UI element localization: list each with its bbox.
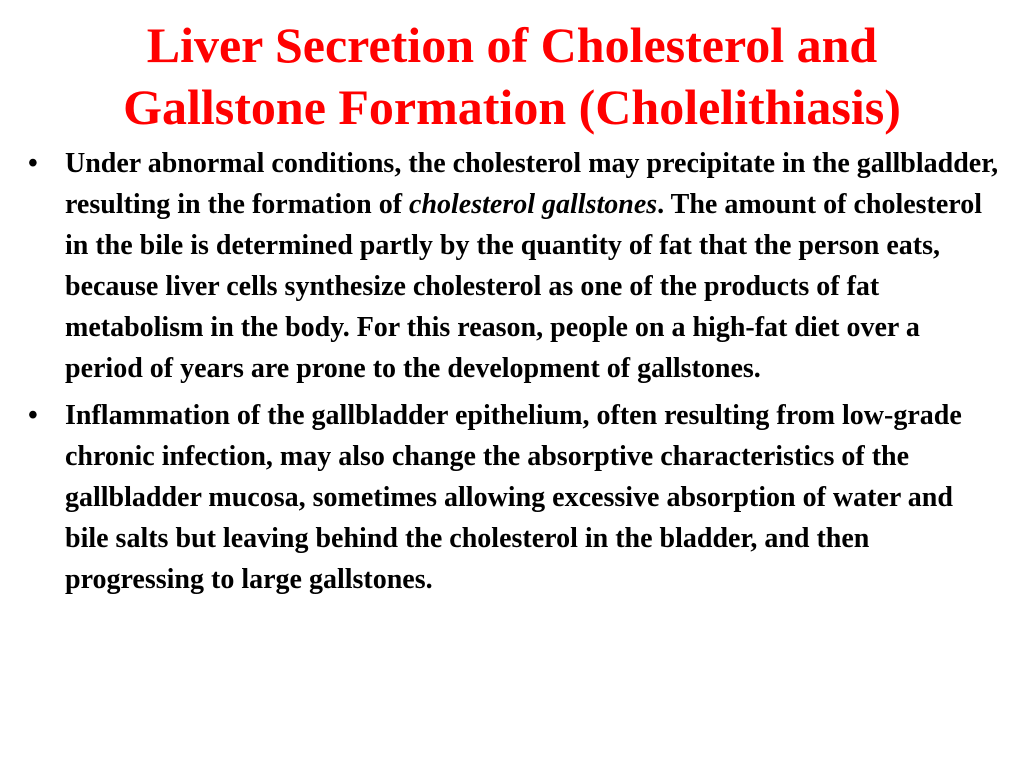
slide-title [0, 14, 1024, 138]
bullet-item-cholesterol [28, 143, 1003, 389]
bullet1-text-after: . The amount of cholesterol in the bile is determined partly by the quantity of fat that the person eats, because liver cells synthesize cholesterol as one of the products of fat metabolism in the body. For this reason, people on a high-fat diet over a period of years are prone to the development of gallstones. [65, 189, 982, 384]
title-line-1: Liver Secretion of Cholesterol and [146, 17, 878, 73]
bullet-list [28, 143, 1003, 606]
bullet2-text: Inflammation of the gallbladder epithelium, often resulting from low-grade chronic infection, may also change the absorptive characteristics of the gallbladder mucosa, sometimes allowing excessive absorption of water and bile salts but leaving behind the cholesterol in the bladder, and then progressing to large gallstones. [65, 400, 962, 595]
bullet1-emphasis: cholesterol gallstones [409, 189, 658, 220]
bullet-icon: • [28, 400, 38, 431]
bullet-item-inflammation [28, 395, 1003, 600]
bullet1-text-before: Under abnormal conditions, the cholesterol may precipitate in the gallbladder, resulting in the formation of [65, 148, 999, 220]
bullet-icon: • [28, 148, 38, 179]
title-line-2: Gallstone Formation (Cholelithiasis) [123, 79, 901, 135]
